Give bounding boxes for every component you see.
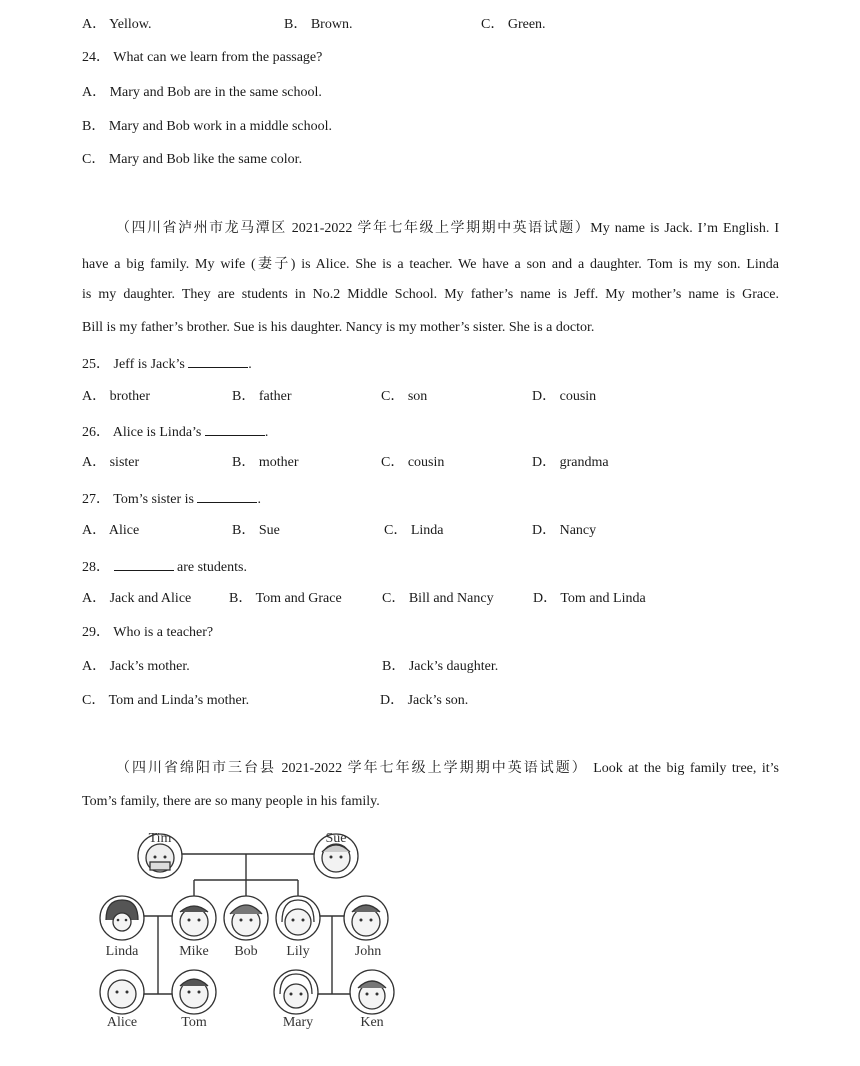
- q28-option-c: C． Bill and Nancy: [382, 591, 494, 606]
- passage-2-line-2: Tom’s family, there are so many people in his family.: [82, 794, 380, 809]
- q24-option-b: B． Mary and Bob work in a middle school.: [82, 119, 333, 134]
- answer-blank: [114, 557, 174, 571]
- q24-option-a: A． Mary and Bob are in the same school.: [82, 85, 322, 100]
- q23-option-c: C． Green.: [481, 17, 546, 32]
- passage-2-line-1: （四川省绵阳市三台县 2021-2022 学年七年级上学期期中英语试题） Look at the big family tree, it’s: [116, 761, 779, 776]
- q26-option-d: D． grandma: [532, 455, 609, 470]
- name-tom: Tom: [181, 1015, 207, 1030]
- name-ken: Ken: [360, 1015, 384, 1030]
- q25-option-c: C． son: [381, 389, 428, 404]
- q24-option-c: C． Mary and Bob like the same color.: [82, 152, 303, 167]
- q25-stem: 25． Jeff is Jack’s .: [82, 354, 252, 374]
- q28-option-a: A． Jack and Alice: [82, 591, 192, 606]
- name-bob: Bob: [234, 944, 258, 959]
- answer-blank: [205, 422, 265, 436]
- family-tree-image: [82, 824, 422, 1034]
- q29-option-d: D． Jack’s son.: [380, 693, 469, 708]
- q25-option-b: B． father: [232, 389, 292, 404]
- q27-option-b: B． Sue: [232, 523, 280, 538]
- passage-1-line-1: （四川省泸州市龙马潭区 2021-2022 学年七年级上学期期中英语试题）My name is Jack. I’m English. I: [116, 221, 779, 236]
- name-john: John: [354, 944, 382, 959]
- name-mike: Mike: [179, 944, 209, 959]
- q25-option-a: A． brother: [82, 389, 151, 404]
- q24-stem: 24． What can we learn from the passage?: [82, 50, 323, 65]
- q28-option-b: B． Tom and Grace: [229, 591, 342, 606]
- q23-option-a: A． Yellow.: [82, 17, 152, 32]
- q27-option-a: A． Alice: [82, 523, 140, 538]
- passage-1-line-3: is my daughter. They are students in No.2 Middle School. My father’s name is Jeff. My mother’s name is Grace.: [82, 287, 779, 302]
- q25-option-d: D． cousin: [532, 389, 597, 404]
- q26-option-c: C． cousin: [381, 455, 445, 470]
- passage-1-line-4: Bill is my father’s brother. Sue is his daughter. Nancy is my mother’s sister. She is a doctor.: [82, 320, 595, 335]
- q26-stem: 26． Alice is Linda’s .: [82, 422, 268, 442]
- q23-option-b: B． Brown.: [284, 17, 353, 32]
- q29-option-a: A． Jack’s mother.: [82, 659, 190, 674]
- q26-option-b: B． mother: [232, 455, 299, 470]
- q28-option-d: D． Tom and Linda: [533, 591, 646, 606]
- q26-option-a: A． sister: [82, 455, 140, 470]
- answer-blank: [197, 489, 257, 503]
- name-linda: Linda: [105, 944, 139, 959]
- passage-1-line-2: have a big family. My wife (妻子) is Alice. She is a teacher. We have a son and a daughter. Tom is my son. Linda: [82, 257, 779, 272]
- q29-option-b: B． Jack’s daughter.: [382, 659, 499, 674]
- name-alice: Alice: [106, 1015, 138, 1030]
- q27-stem: 27． Tom’s sister is .: [82, 489, 261, 509]
- q29-stem: 29． Who is a teacher?: [82, 625, 214, 640]
- q27-option-d: D． Nancy: [532, 523, 597, 538]
- name-sue: Sue: [325, 831, 347, 846]
- q27-option-c: C． Linda: [384, 523, 444, 538]
- name-mary: Mary: [282, 1015, 314, 1030]
- q29-option-c: C． Tom and Linda’s mother.: [82, 693, 250, 708]
- name-lily: Lily: [286, 944, 310, 959]
- q28-stem: 28． are students.: [82, 557, 247, 577]
- name-tim: Tim: [148, 831, 172, 846]
- answer-blank: [188, 354, 248, 368]
